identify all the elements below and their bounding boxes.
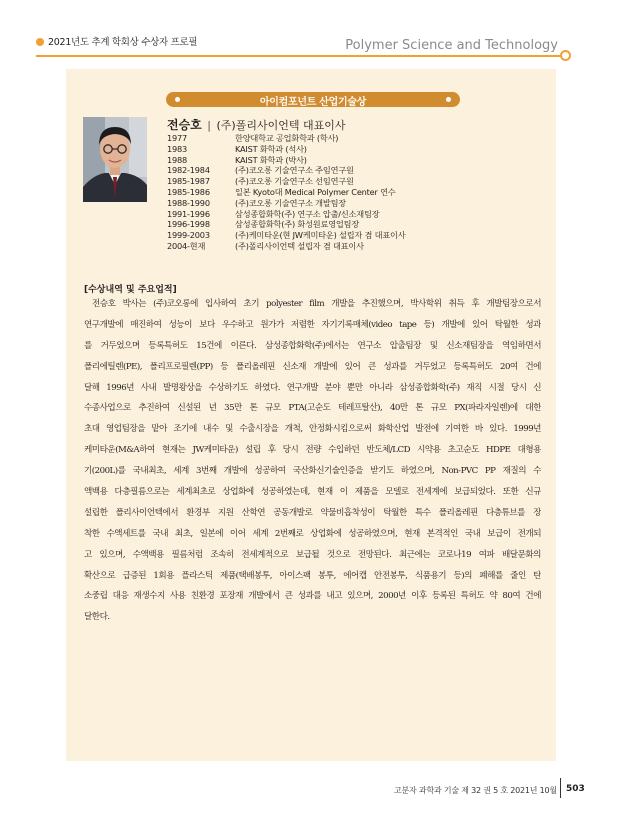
career-year: 1982-1984 (167, 165, 210, 176)
career-row (167, 144, 487, 155)
body-line: 소중립 대응 재생수지 사용 친환경 포장재 개발에서 큰 성과를 내고 있으며, 2000년 이후 등록된 특허도 약 80여 건에 (84, 591, 541, 602)
body-line: 케미타운(M&A하여 현재는 JW케미타운) 설립 후 당시 전량 수입하던 반도체/LCD 시약용 초고순도 HDPE 대형용 (84, 445, 541, 456)
career-desc: (주)폴리사이언텍 설립자 겸 대표이사 (235, 240, 364, 251)
career-desc: 삼성종합화학(주) 연구소 압출/신소재팀장 (235, 208, 380, 219)
career-row (167, 155, 487, 166)
body-line: 착한 수액세트를 국내 최초, 일본에 이어 세계 2번째로 상업화에 성공하였으며, 현재 본격적인 국내 보급이 전개되 (84, 528, 541, 539)
body-line: 폴리에틸렌(PE), 폴리프로필렌(PP) 등 폴리올레핀 신소재 개발에 있어 큰 성과를 거두었고 등록특허도 20여 건에 (84, 361, 541, 372)
career-row (167, 241, 487, 252)
career-row (167, 230, 487, 241)
header-journal-title: Polymer Science and Technology (345, 38, 558, 53)
career-year: 1985-1987 (167, 176, 210, 187)
career-row (167, 133, 487, 144)
award-title: 아이컴포넌트 산업기술상 (259, 97, 367, 108)
body-line: 연구개발에 매진하여 성능이 보다 우수하고 원가가 저렴한 자기기록매체(video tape 등) 개발에 있어 탁월한 성과 (84, 319, 541, 330)
footer-journal-info: 고분자 과학과 기술 제 32 권 5 호 2021년 10월 (394, 786, 557, 795)
body-line: 달한다. (84, 612, 110, 623)
career-list (167, 133, 487, 252)
career-row (167, 176, 487, 187)
body-line: 확산으로 급증된 1회용 플라스틱 제품(택배봉투, 아이스팩 봉투, 에어캡 안전봉투, 식품용기 등)의 폐해를 줄인 탄 (84, 570, 541, 581)
body-line: 전승호 박사는 (주)코오롱에 입사하여 초기 polyester film 개발을 추진했으며, 박사학위 취득 후 개발팀장으로서 (92, 299, 541, 309)
header-bullet (36, 38, 44, 46)
career-year: 1988 (167, 154, 188, 165)
career-row (167, 219, 487, 230)
body-line: 설립한 폴리사이언텍에서 환경부 지원 산학연 공동개발로 약물비흡착성이 탁월한 특수 폴리올레핀 다층튜브를 장 (84, 507, 541, 518)
career-year: 1977 (167, 133, 188, 143)
career-year: 1991-1996 (167, 208, 210, 219)
header-section-title: 2021년도 추계 학회상 수상자 프로필 (48, 37, 198, 48)
award-banner (166, 92, 460, 107)
career-year: 1985-1986 (167, 186, 210, 197)
career-desc: (주)코오롱 기술연구소 선임연구원 (235, 176, 354, 187)
awardee-name: 전승호 (167, 118, 202, 132)
career-desc: 한양대학교 공업화학과 (학사) (235, 133, 339, 143)
achievements-title: [수상내역 및 주요업적] (84, 285, 177, 295)
career-desc: (주)케미타운(현 JW케미타운) 설립자 겸 대표이사 (235, 230, 406, 241)
career-row (167, 209, 487, 220)
body-line: 고 있으며, 수액백용 필름처럼 조속히 전세계적으로 보급될 것으로 전망된다. 최근에는 코로나19 여파 배달문화의 (84, 549, 541, 560)
career-desc: 삼성종합화학(주) 화성원료영업팀장 (235, 219, 360, 230)
profile-photo (83, 117, 147, 202)
career-desc: KAIST 화학과 (석사) (235, 143, 307, 154)
career-year: 2004-현재 (167, 240, 206, 251)
body-line: 기(200L)를 국내최초, 세계 3번째 개발에 성공하여 국산화신기술인증을 받기도 하였으며, Non-PVC PP 재질의 수 (84, 466, 541, 477)
career-year: 1983 (167, 143, 188, 154)
career-year: 1988-1990 (167, 197, 210, 208)
career-year: 1999-2003 (167, 230, 210, 241)
body-line: 초대 영업팀장을 맡아 조기에 내수 및 수출시장을 개척, 안정화시킴으로써 화학산업 발전에 기여한 바 있다. 1999년 (84, 424, 541, 435)
body-line: 수종사업으로 추진하여 신설된 년 35만 톤 규모 PTA(고순도 테레프탈산), 40만 톤 규모 PX(파라자일렌)에 대한 (84, 403, 541, 414)
profile-heading (167, 116, 345, 133)
achievements-body (84, 294, 541, 628)
name-separator: | (207, 119, 211, 132)
body-line: 를 거두었으며 등록특허도 15건에 이른다. 삼성종합화학(주)에서는 연구소 압출팀장 및 신소재팀장을 역임하면서 (84, 340, 541, 351)
body-line: 액백용 다층필름으로는 세계최초로 상업화에 성공하였는데, 현재 이 제품을 모델로 전세계에 보급되었다. 또한 신규 (84, 487, 541, 498)
banner-dot-right (446, 97, 451, 102)
career-row (167, 187, 487, 198)
page-number: 503 (566, 784, 585, 794)
career-desc: (주)코오롱 기술연구소 주임연구원 (235, 165, 354, 176)
career-row (167, 165, 487, 176)
footer-divider (560, 778, 561, 798)
career-desc: (주)코오롱 기술연구소 개발팀장 (235, 197, 347, 208)
career-desc: KAIST 화학과 (박사) (235, 154, 307, 165)
career-row (167, 198, 487, 209)
header-rule (36, 55, 562, 57)
header-rule-endpoint (560, 50, 571, 61)
career-desc: 일본 Kyoto대 Medical Polymer Center 연수 (235, 186, 396, 197)
career-year: 1996-1998 (167, 219, 210, 230)
body-line: 달해 1996년 사내 발명왕상을 수상하기도 하였다. 연구개발 분야 뿐만 아니라 삼성종합화학(주) 재직 시절 당시 신 (84, 382, 541, 393)
awardee-affiliation: (주)폴리사이언텍 대표이사 (216, 119, 346, 132)
